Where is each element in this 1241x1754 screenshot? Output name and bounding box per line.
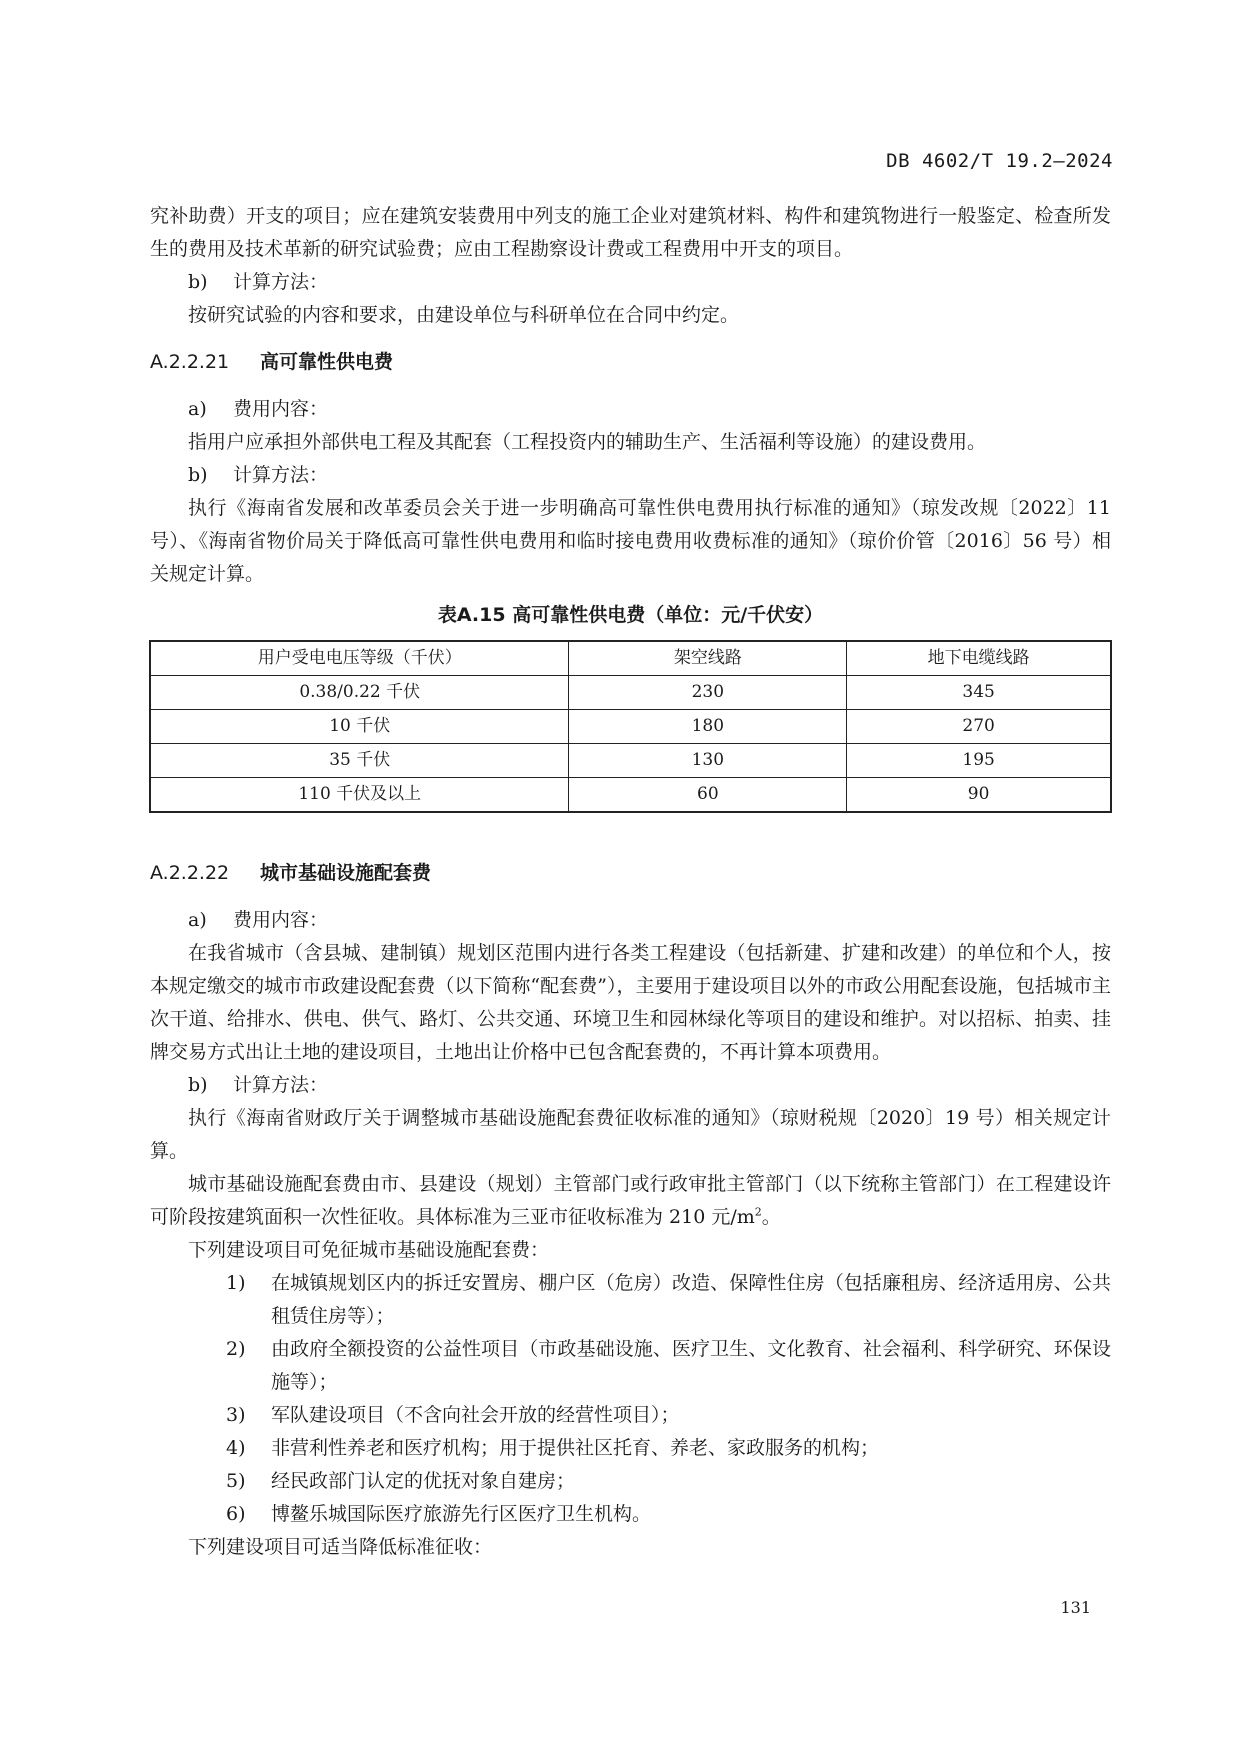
reduce-intro: 下列建设项目可适当降低标准征收： (188, 1536, 493, 1558)
table-cell: 110 千伏及以上 (150, 778, 569, 813)
fee-table (149, 640, 1112, 813)
list-text: 非营利性养老和医疗机构；用于提供社区托育、养老、家政服务的机构； (271, 1437, 880, 1459)
item-text: 计算方法： (233, 271, 329, 293)
list-number: 2) (226, 1338, 246, 1360)
table-cell: 270 (847, 710, 1111, 744)
sec22-item-b (150, 1069, 1111, 1102)
list-item (226, 1267, 1111, 1333)
table-row (150, 676, 1111, 710)
sec21-method-paragraph: 执行《海南省发展和改革委员会关于进一步明确高可靠性供电费用执行标准的通知》（琼发改规〔2022〕11 号）、《海南省物价局关于降低高可靠性供电费用和临时接电费用收费标准的通知》（琼价价管〔2016〕56 号）相关规定计算。 (150, 497, 1111, 585)
section-title: 高可靠性供电费 (260, 351, 394, 373)
exempt-list (150, 1267, 1111, 1531)
list-item (226, 1333, 1111, 1399)
table-cell: 195 (847, 744, 1111, 778)
table-cell: 130 (569, 744, 847, 778)
standard-text-end: 。 (761, 1206, 781, 1228)
intro-method-paragraph: 按研究试验的内容和要求，由建设单位与科研单位在合同中约定。 (188, 304, 740, 326)
table-cell: 180 (569, 710, 847, 744)
list-text: 在城镇规划区内的拆迁安置房、棚户区（危房）改造、保障性住房（包括廉租房、经济适用房、公共租赁住房等）； (271, 1272, 1111, 1327)
list-number: 3) (226, 1404, 246, 1426)
item-label: b) (188, 271, 208, 293)
table-cell: 0.38/0.22 千伏 (150, 676, 569, 710)
item-label: a) (188, 398, 207, 420)
list-item (226, 1399, 1111, 1432)
section-number: A.2.2.22 (150, 862, 230, 884)
table-header-cell: 地下电缆线路 (847, 641, 1111, 676)
table-cell: 60 (569, 778, 847, 813)
sec22-item-a (150, 904, 1111, 937)
standard-text: 城市基础设施配套费由市、县建设（规划）主管部门或行政审批主管部门（以下统称主管部门）在工程建设许可阶段按建筑面积一次性征收。具体标准为三亚市征收标准为 210 元/m (150, 1173, 1111, 1228)
sec21-item-a (150, 393, 1111, 426)
item-text: 费用内容： (233, 909, 329, 931)
table-header-cell: 用户受电电压等级（千伏） (150, 641, 569, 676)
list-text: 军队建设项目（不含向社会开放的经营性项目）； (271, 1404, 680, 1426)
item-text: 计算方法： (233, 1074, 329, 1096)
section-heading-22 (150, 857, 1111, 890)
table-row (150, 710, 1111, 744)
table-header-row (150, 641, 1111, 676)
sec22-method-paragraph: 执行《海南省财政厅关于调整城市基础设施配套费征收标准的通知》（琼财税规〔2020〕19 号）相关规定计算。 (150, 1107, 1111, 1162)
list-number: 4) (226, 1437, 246, 1459)
sec22-standard-paragraph (150, 1168, 1111, 1234)
item-text: 计算方法： (233, 464, 329, 486)
item-label: b) (188, 1074, 208, 1096)
list-item (226, 1465, 1111, 1498)
item-label: a) (188, 909, 207, 931)
table-title: 表A.15 高可靠性供电费（单位：元/千伏安） (437, 604, 824, 626)
page-number: 131 (1060, 1598, 1091, 1617)
list-item (226, 1432, 1111, 1465)
sec21-content-paragraph: 指用户应承担外部供电工程及其配套（工程投资内的辅助生产、生活福利等设施）的建设费用。 (188, 431, 987, 453)
table-cell: 90 (847, 778, 1111, 813)
table-header-cell: 架空线路 (569, 641, 847, 676)
sec22-content-paragraph: 在我省城市（含县城、建制镇）规划区范围内进行各类工程建设（包括新建、扩建和改建）的单位和个人，按本规定缴交的城市市政建设配套费（以下简称“配套费”），主要用于建设项目以外的市政公用配套设施，包括城市主次干道、给排水、供电、供气、路灯、公共交通、环境卫生和园林绿化等项目的建设和维护。对以招标、拍卖、挂牌交易方式出让土地的建设项目，土地出让价格中已包含配套费的，不再计算本项费用。 (150, 942, 1111, 1063)
list-text: 博鳌乐城国际医疗旅游先行区医疗卫生机构。 (271, 1503, 652, 1525)
sec21-item-b (150, 459, 1111, 492)
unit-superscript: 2 (754, 1205, 762, 1219)
item-label: b) (188, 464, 208, 486)
list-item (226, 1498, 1111, 1531)
document-code: DB 4602/T 19.2—2024 (886, 150, 1113, 172)
list-text: 经民政部门认定的优抚对象自建房； (271, 1470, 576, 1492)
table-cell: 230 (569, 676, 847, 710)
table-cell: 10 千伏 (150, 710, 569, 744)
list-text: 由政府全额投资的公益性项目（市政基础设施、医疗卫生、文化教育、社会福利、科学研究、环保设施等）； (271, 1338, 1111, 1393)
table-cell: 35 千伏 (150, 744, 569, 778)
page-content (150, 200, 1111, 1564)
list-number: 6) (226, 1503, 246, 1525)
section-number: A.2.2.21 (150, 351, 230, 373)
table-row (150, 744, 1111, 778)
exempt-intro: 下列建设项目可免征城市基础设施配套费： (188, 1239, 550, 1261)
item-text: 费用内容： (233, 398, 329, 420)
intro-paragraph: 究补助费）开支的项目；应在建筑安装费用中列支的施工企业对建筑材料、构件和建筑物进行一般鉴定、检查所发生的费用及技术革新的研究试验费；应由工程勘察设计费或工程费用中开支的项目。 (150, 205, 1111, 260)
list-number: 5) (226, 1470, 246, 1492)
table-cell: 345 (847, 676, 1111, 710)
section-heading-21 (150, 346, 1111, 379)
section-title: 城市基础设施配套费 (260, 862, 432, 884)
intro-item-b (150, 266, 1111, 299)
table-row (150, 778, 1111, 813)
list-number: 1) (226, 1272, 246, 1294)
